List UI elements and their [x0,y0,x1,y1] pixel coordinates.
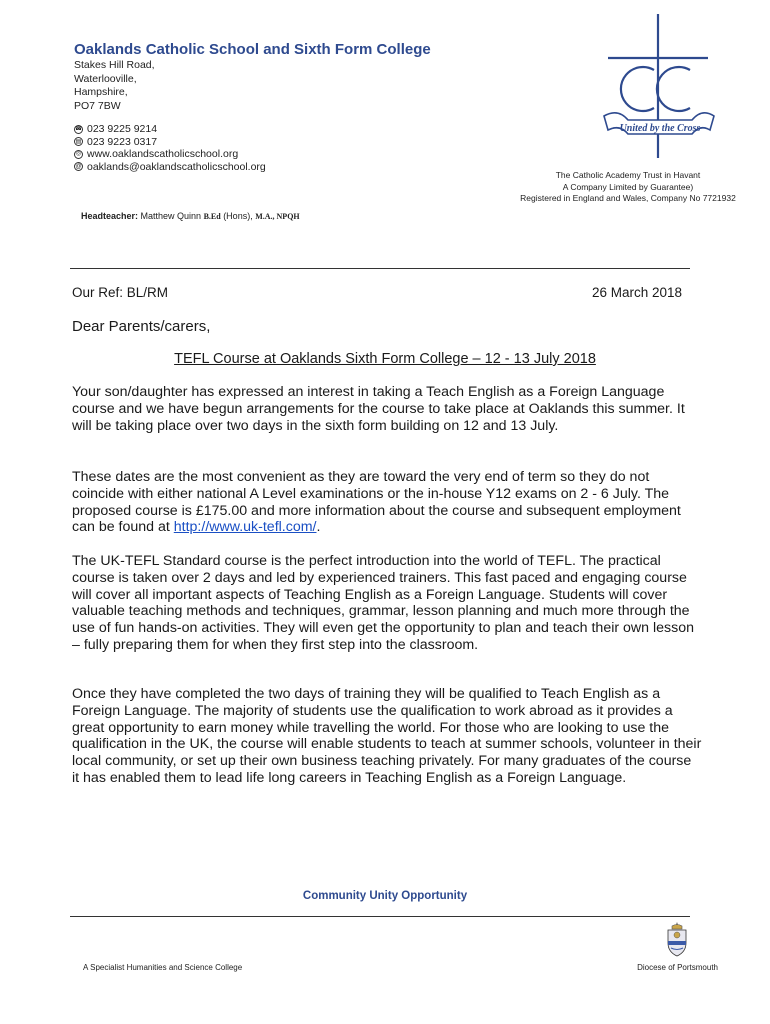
footer-right-text: Diocese of Portsmouth [637,963,718,972]
letter-subject-text: TEFL Course at Oaklands Sixth Form College – 12 - 13 July 2018 [174,351,596,367]
headteacher-name: Matthew Quinn [138,211,204,221]
our-reference: Our Ref: BL/RM [72,285,169,300]
para2-text: These dates are the most convenient as they are toward the very end of term so they do not coincide with either national A Level examinations or the in-house Y12 exams on 2 - 6 July. The proposed course is £175.00 and more information about the course and subsequent employment can be found at [72,469,681,536]
contact-fax [74,136,266,149]
telephone-icon: ☎ [74,126,83,133]
address-line: Stakes Hill Road, [74,59,155,71]
letter-subject [0,351,770,367]
headteacher-qualification: B.Ed [203,212,221,221]
body-paragraph-4: Once they have completed the two days of training they will be qualified to Teach English as a Foreign Language. The majority of students use the qualification to work abroad as it provides a great opportunity to earn money while travelling the world. For those who are looking to use the qualification in the UK, the course will enable students to teach at summer schools, volunteer in their local community, or set up their own business teaching privately. For many graduates of the course it has enabled them to lead life long careers in Teaching English as a Foreign Language. [72,686,702,786]
email-link[interactable]: oaklands@oaklandscatholicschool.org [87,160,266,173]
school-motto: Community Unity Opportunity [302,890,468,902]
fax-number: 023 9223 0317 [87,135,158,148]
school-crest-logo [590,12,720,162]
diocese-crest-icon [664,921,690,957]
contact-phone [74,123,266,136]
trust-line: Registered in England and Wales, Company No 7721932 [520,193,736,203]
headteacher-line [81,211,300,221]
headteacher-qualification: M.A., NPQH [255,212,300,221]
tefl-website-link[interactable]: http://www.uk-tefl.com/ [173,519,317,536]
contact-web[interactable] [74,148,266,161]
headteacher-label: Headteacher: [81,211,139,221]
fax-icon: ▤ [75,138,82,145]
letter-date: 26 March 2018 [591,285,682,300]
headteacher-qualification: (Hons), [220,211,256,221]
body-paragraph-3: The UK-TEFL Standard course is the perfect introduction into the world of TEFL. The practical course is taken over 2 days and led by experienced trainers. This fast paced and engaging course will cover all important aspects of Teaching English as a Foreign Language. Students will cover valuable teaching methods and techniques, grammar, lesson planning and much more through the use of fun hands-on activities. They will even get the opportunity to plan and teach their own lesson – fully preparing them for when they first step into the classroom. [72,553,695,653]
phone-number: 023 9225 9214 [87,123,158,135]
school-name: Oaklands Catholic School and Sixth Form College [74,41,431,58]
school-address [74,59,155,113]
footer-left-text: A Specialist Humanities and Science College [83,963,243,972]
body-paragraph-1: Your son/daughter has expressed an interest in taking a Teach English as a Foreign Language course and we have begun arrangements for the course to take place at Oaklands this summer. It will be taking place over two days in the sixth form building on 12 and 13 July. [72,384,685,434]
website-link[interactable]: www.oaklandscatholicschool.org [87,148,239,160]
web-icon: ◎ [75,151,82,158]
address-line: Hampshire, [74,86,128,98]
contact-email[interactable] [74,161,266,174]
address-line: Waterlooville, [74,72,137,85]
trust-line: The Catholic Academy Trust in Havant [555,170,701,180]
salutation: Dear Parents/carers, [72,318,211,335]
para2-end: . [316,519,321,536]
body-paragraph-2 [72,469,702,536]
trust-line: A Company Limited by Guarantee) [562,181,694,192]
footer-divider [70,916,690,917]
contact-list [74,123,266,173]
trust-info [448,170,748,205]
header-divider [70,268,690,269]
logo-banner-text: United by the Cross [619,123,701,134]
address-line: PO7 7BW [74,99,121,112]
email-icon: @ [75,163,82,170]
